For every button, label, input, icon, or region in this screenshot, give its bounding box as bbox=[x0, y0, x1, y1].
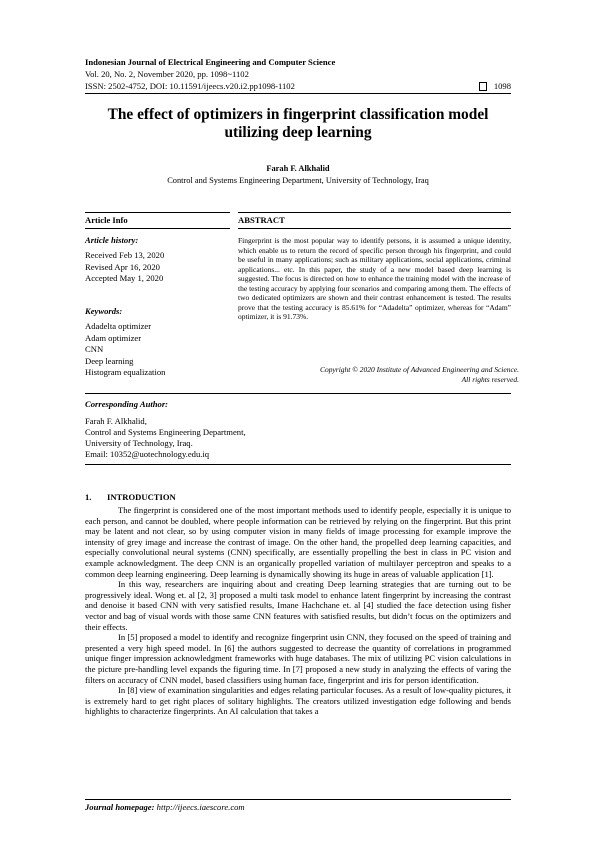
journal-name: Indonesian Journal of Electrical Engineering and Computer Science bbox=[85, 57, 336, 67]
author-affiliation: Control and Systems Engineering Department, University of Technology, Iraq bbox=[167, 176, 429, 185]
header-rule bbox=[85, 93, 511, 94]
paper-title bbox=[85, 106, 511, 142]
corresponding-line: University of Technology, Iraq. bbox=[85, 438, 193, 448]
abstract-heading: ABSTRACT bbox=[238, 215, 285, 225]
paragraph: The fingerprint is considered one of the most important methods used to identify people, especially it is unique to each person, and cannot be doubled, where people information can be retrieved by relying on the fingerprint. But this print may be latent and not clear, so by using computer vision in many fields of image processing for example improve the intensity of grey image and increase the contrast of image. On the other hand, the propelled deep learning capacities, and especially convolutional neural systems (CNN) specifically, are essentially propelling the best in class in PC vision and example acknowledgment. The deep CNN is an organically propelled variation of multilayer perceptron and speaks to a common deep learning engineering. Deep learning is dynamically showing its huge in areas of valuable application [1]. bbox=[85, 505, 511, 579]
history-revised: Revised Apr 16, 2020 bbox=[85, 261, 160, 272]
footer bbox=[85, 802, 245, 812]
square-icon bbox=[479, 82, 487, 91]
abstract-rule bbox=[238, 228, 511, 229]
title-line: The effect of optimizers in fingerprint classification model bbox=[107, 106, 489, 123]
keyword: CNN bbox=[85, 344, 104, 354]
abstract-text: Fingerprint is the most popular way to identify persons, it is assumed a unique identity, which enable us to return the record of specific person through his fingerprint, and could be useful in many applications; such as military applications, social applications, criminal applications... etc. In this paper, the study of a new model based deep learning is suggested. The focus is directed on how to enhance the training model with the increase of the testing accuracy by applying four scenarios and comparing among them. The effects of two dedicated optimizers are shown and their contrast enhancement is tested. The results prove that the testing accuracy is 85.61% for “Adadelta” optimizer, whereas for “Adam” optimizer, it is 91.73%. bbox=[238, 236, 511, 321]
copyright-line: All rights reserved. bbox=[461, 375, 519, 384]
corresponding-line: Control and Systems Engineering Department, bbox=[85, 427, 246, 437]
article-history bbox=[85, 250, 164, 285]
copyright-line: Copyright © 2020 Institute of Advanced Engineering and Science. bbox=[319, 365, 519, 374]
article-info-heading: Article Info bbox=[85, 215, 128, 225]
history-heading: Article history: bbox=[85, 235, 139, 245]
keywords-heading: Keywords: bbox=[85, 306, 123, 316]
history-received: Received Feb 13, 2020 bbox=[85, 250, 165, 260]
journal-volume: Vol. 20, No. 2, November 2020, pp. 1098~1102 bbox=[85, 69, 249, 79]
history-accepted: Accepted May 1, 2020 bbox=[85, 273, 164, 283]
section-title: INTRODUCTION bbox=[107, 492, 176, 502]
author-name: Farah F. Alkhalid bbox=[266, 164, 330, 173]
paragraph: In [5] proposed a model to identify and recognize fingerprint usin CNN, they focused on the speed of training and presented a very high speed model. In [6] the authors suggested to decrease the quantity of correlations in programmed unique finger impression acknowledgment frameworks with huge databases. The mix of utilizing PC vision calculations in the picture pre-handling level expands the figuring time. In [7] proposed a new study in analyzing the effects of varing the filters on accuracy of CNN model, based classifiers using human face, fingerprint and iris for person identification. bbox=[85, 632, 511, 685]
article-info-top-rule bbox=[85, 212, 230, 213]
corresponding-bottom-rule bbox=[85, 464, 511, 465]
corresponding-top-rule bbox=[85, 393, 511, 394]
paragraph: In [8] view of examination singularities and edges relating particular focuses. As a result of low-quality pictures, it is extremely hard to get right places of solitary highlights. The creators utilized investigation edge following and bends highlights to characterize fingerprints. An AI calculation that takes a bbox=[85, 685, 511, 717]
footer-rule bbox=[85, 799, 511, 800]
corresponding-email: Email: 10352@uotechnology.edu.iq bbox=[85, 449, 210, 459]
abstract-top-rule bbox=[238, 212, 511, 213]
introduction-body bbox=[85, 505, 511, 717]
paragraph: In this way, researchers are inquiring about and creating Deep learning strategies that are turning out to be progressively ideal. Wong et. al [2, 3] proposed a multi task model to enhance latent fingerprint by increasing the contrast and denoise it based CNN with very satisfied results, Imane Hachchane et. al [4] studied the face detection using fisher vector and bag of visual words with those same CNN features with satisfied results, but didn’t focus on the optimizers and their effects. bbox=[85, 579, 511, 632]
keyword: Adadelta optimizer bbox=[85, 321, 152, 331]
page-number: 1098 bbox=[493, 81, 511, 91]
corresponding-heading: Corresponding Author: bbox=[85, 399, 169, 409]
corresponding-author bbox=[85, 416, 246, 460]
article-info-rule bbox=[85, 228, 230, 229]
issn-doi: ISSN: 2502-4752, DOI: 10.11591/ijeecs.v20.i2.pp1098-1102 bbox=[85, 81, 295, 91]
keyword: Histogram equalization bbox=[85, 367, 166, 377]
title-line: utilizing deep learning bbox=[224, 124, 372, 141]
keyword: Adam optimizer bbox=[85, 332, 142, 343]
issn-doi-line bbox=[85, 81, 511, 92]
corresponding-line: Farah F. Alkhalid, bbox=[85, 416, 147, 426]
keyword: Deep learning bbox=[85, 355, 134, 366]
label-colon: : bbox=[151, 802, 155, 812]
section-heading bbox=[85, 492, 176, 502]
keywords-list bbox=[85, 321, 165, 379]
homepage-link[interactable]: http://ijeecs.iaescore.com bbox=[156, 802, 245, 812]
copyright-notice bbox=[238, 365, 519, 385]
homepage-label: Journal homepage bbox=[85, 802, 152, 812]
section-number: 1. bbox=[85, 492, 92, 502]
